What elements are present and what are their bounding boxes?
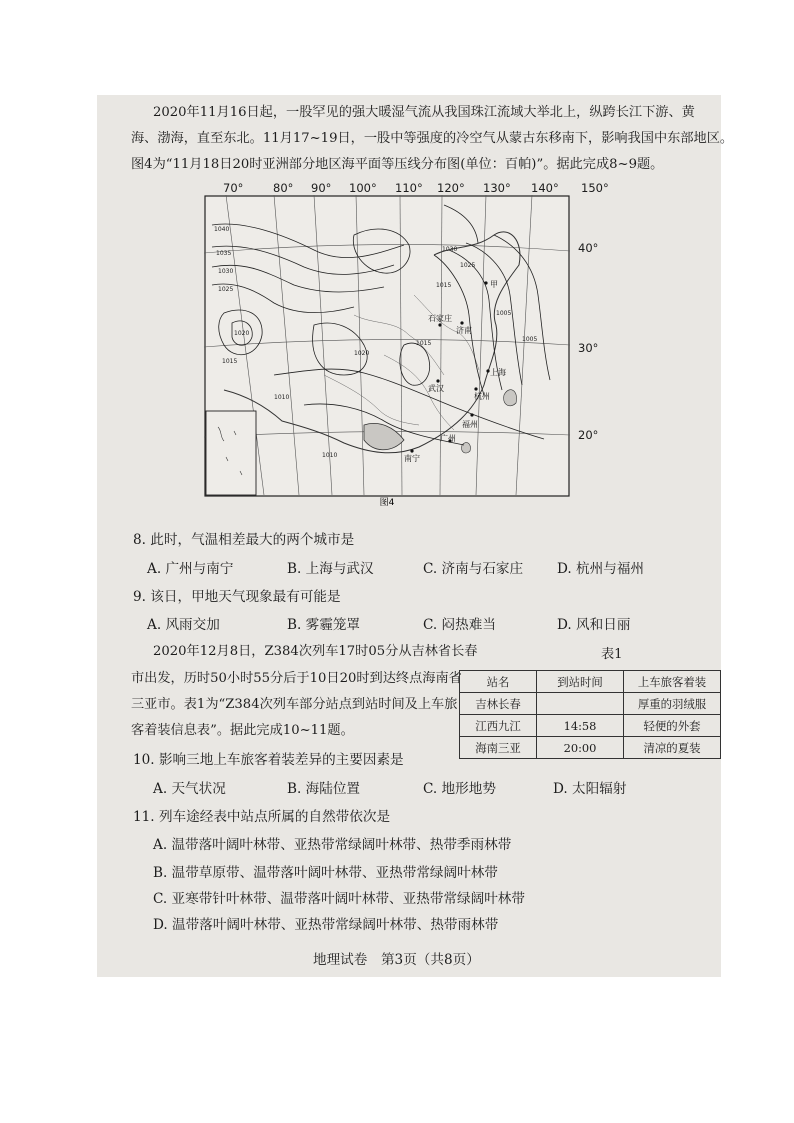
lon-label: 140° [531, 181, 559, 195]
q9-option-d: D. 风和日丽 [557, 617, 631, 633]
lat-label: 30° [578, 341, 599, 355]
isobar-label: 1005 [522, 336, 538, 343]
q9-option-c: C. 闷热难当 [423, 617, 496, 633]
table1 [459, 670, 721, 759]
q8-option-c: C. 济南与石家庄 [423, 561, 524, 577]
table-header: 上车旅客着装 [624, 671, 721, 693]
isobar-label: 1005 [496, 310, 512, 317]
table-cell: 海南三亚 [460, 737, 537, 759]
q11-option-b: B. 温带草原带、温带落叶阔叶林带、亚热带常绿阔叶林带 [153, 865, 498, 881]
q10-option-c: C. 地形地势 [423, 781, 496, 797]
intro-line-2: 海、渤海，直至东北。11月17~19日，一股中等强度的冷空气从蒙古东移南下，影响我国中东部地区。 [131, 131, 734, 146]
q8-option-a: A. 广州与南宁 [147, 561, 234, 577]
table-cell [537, 693, 624, 715]
city-fuzhou: 福州 [462, 420, 478, 429]
q8-option-b: B. 上海与武汉 [287, 561, 374, 577]
q9-option-a: A. 风雨交加 [147, 617, 220, 633]
q11-option-c: C. 亚寒带针叶林带、温带落叶阔叶林带、亚热带常绿阔叶林带 [153, 891, 525, 907]
exam-sheet [97, 95, 734, 977]
table-cell: 14:58 [537, 715, 624, 737]
lon-label: 90° [311, 181, 332, 195]
isobar-label: 1030 [442, 246, 458, 253]
isobar-label: 1010 [274, 394, 290, 401]
lon-label: 120° [437, 181, 465, 195]
city-hangzhou: 杭州 [474, 392, 490, 401]
table-row [460, 737, 721, 759]
table-cell: 清凉的夏装 [624, 737, 721, 759]
table-row [460, 715, 721, 737]
q8-option-d: D. 杭州与福州 [557, 561, 645, 577]
isobar-label: 1015 [416, 340, 432, 347]
q9-option-b: B. 雾霾笼罩 [287, 617, 361, 633]
table-cell: 江西九江 [460, 715, 537, 737]
intro-line-1: 2020年11月16日起，一股罕见的强大暖湿气流从我国珠江流域大举北上，纵跨长江下游、黄 [153, 105, 695, 120]
city-nanning: 南宁 [404, 454, 420, 463]
isobar-label: 1025 [218, 286, 234, 293]
isobar-label: 1020 [234, 330, 250, 337]
table-cell: 吉林长春 [460, 693, 537, 715]
page-footer: 地理试卷 第3页（共8页） [313, 952, 480, 968]
table-header: 到站时间 [537, 671, 624, 693]
table-row [460, 693, 721, 715]
table-header: 站名 [460, 671, 537, 693]
lon-label: 130° [483, 181, 511, 195]
q10-stem: 10. 影响三地上车旅客着装差异的主要因素是 [133, 752, 404, 768]
lon-label: 80° [273, 181, 294, 195]
q11-option-a: A. 温带落叶阔叶林带、亚热带常绿阔叶林带、热带季雨林带 [153, 837, 512, 853]
table-cell: 轻便的外套 [624, 715, 721, 737]
passage2-line-1: 2020年12月8日，Z384次列车17时05分从吉林省长春 [153, 644, 478, 659]
table1-title: 表1 [601, 647, 623, 662]
isobar-label: 1035 [216, 250, 232, 257]
isobar-label: 1015 [222, 358, 238, 365]
lat-label: 40° [578, 241, 599, 255]
isobar-map [204, 195, 570, 507]
isobar-label: 1020 [354, 350, 370, 357]
city-shanghai: 上海 [490, 368, 506, 377]
passage2-line-4: 客着装信息表”。据此完成10~11题。 [131, 723, 354, 738]
table-header-row [460, 671, 721, 693]
passage2-line-2: 市出发，历时50小时55分后于10日20时到达终点海南省 [131, 671, 462, 686]
lon-label: 70° [223, 181, 244, 195]
q10-option-a: A. 天气状况 [153, 781, 226, 797]
isobar-label: 1015 [436, 282, 452, 289]
city-jinan: 济南 [456, 326, 472, 335]
isobar-label: 1025 [460, 262, 476, 269]
isobar-label: 1040 [214, 226, 230, 233]
lon-label: 100° [349, 181, 377, 195]
city-shijiazhuang: 石家庄 [428, 314, 452, 323]
lon-label: 110° [395, 181, 423, 195]
q11-option-d: D. 温带落叶阔叶林带、亚热带常绿阔叶林带、热带雨林带 [153, 917, 499, 933]
map-caption: 图4 [379, 498, 395, 507]
q10-option-b: B. 海陆位置 [287, 781, 361, 797]
place-jia: 甲 [490, 280, 498, 289]
lon-label: 150° [581, 181, 609, 195]
q9-stem: 9. 该日，甲地天气现象最有可能是 [133, 589, 341, 605]
passage2-line-3: 三亚市。表1为“Z384次列车部分站点到站时间及上车旅 [131, 697, 458, 712]
lat-label: 20° [578, 428, 599, 442]
intro-line-3: 图4为“11月18日20时亚洲部分地区海平面等压线分布图(单位：百帕)”。据此完成8~9题。 [131, 157, 664, 172]
q8-stem: 8. 此时，气温相差最大的两个城市是 [133, 532, 355, 548]
city-wuhan: 武汉 [428, 384, 444, 393]
table-cell: 厚重的羽绒服 [624, 693, 721, 715]
isobar-label: 1010 [322, 452, 338, 459]
q11-stem: 11. 列车途经表中站点所属的自然带依次是 [133, 809, 391, 825]
table-cell: 20:00 [537, 737, 624, 759]
q10-option-d: D. 太阳辐射 [553, 781, 627, 797]
isobar-label: 1030 [218, 268, 234, 275]
city-guangzhou: 广州 [440, 434, 456, 443]
